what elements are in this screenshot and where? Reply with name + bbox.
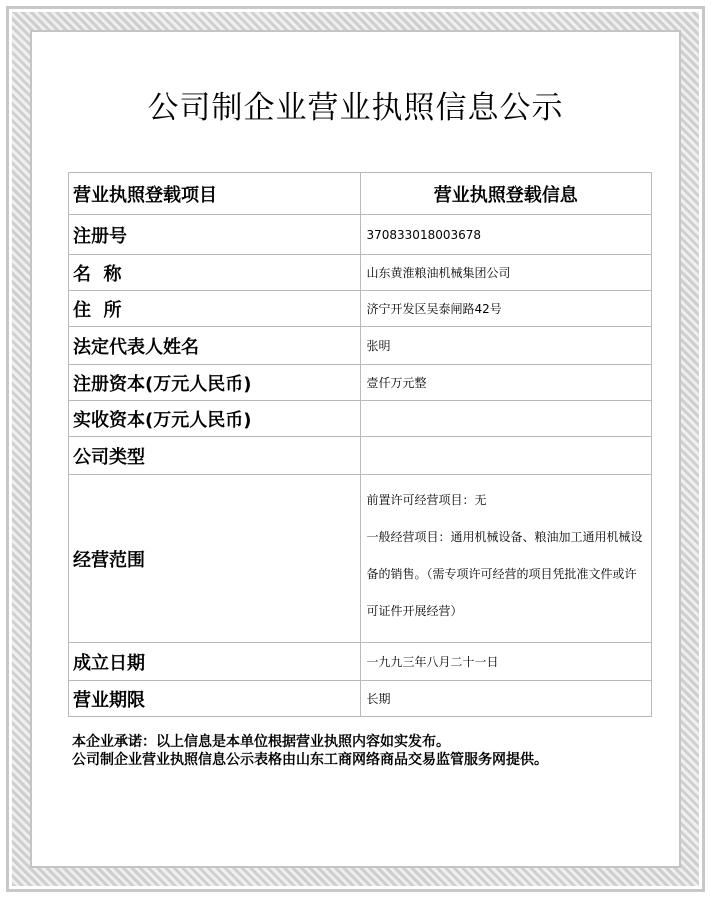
scope-line: 一般经营项目：通用机械设备、粮油加工通用机械设 — [366, 529, 643, 544]
legal-rep-value: 张明 — [360, 327, 652, 365]
founded-label: 成立日期 — [69, 643, 361, 681]
table-row — [69, 643, 652, 681]
term-value: 长期 — [360, 681, 652, 717]
company-type-label: 公司类型 — [69, 437, 361, 475]
provider-note: 公司制企业营业执照信息公示表格由山东工商网络商品交易监管服务网提供。 — [72, 752, 548, 768]
reg-capital-label: 注册资本(万元人民币) — [69, 365, 361, 401]
reg-no-label: 注册号 — [69, 215, 361, 255]
scope-label: 经营范围 — [69, 475, 361, 643]
name-label: 名 称 — [69, 255, 361, 291]
term-label: 营业期限 — [69, 681, 361, 717]
address-label: 住 所 — [69, 291, 361, 327]
commitment-note: 本企业承诺：以上信息是本单位根据营业执照内容如实发布。 — [72, 734, 450, 750]
header-items: 营业执照登载项目 — [69, 173, 361, 215]
legal-rep-label: 法定代表人姓名 — [69, 327, 361, 365]
table-row — [69, 327, 652, 365]
footer-notes — [72, 733, 548, 769]
scope-line: 备的销售。（需专项许可经营的项目凭批准文件或许 — [366, 566, 637, 581]
page-title: 公司制企业营业执照信息公示 — [147, 90, 564, 126]
table-row — [69, 215, 652, 255]
name-value: 山东黄淮粮油机械集团公司 — [360, 255, 652, 291]
table-row — [69, 681, 652, 717]
table-row — [69, 475, 652, 643]
paid-capital-label: 实收资本(万元人民币) — [69, 401, 361, 437]
founded-value: 一九九三年八月二十一日 — [360, 643, 652, 681]
scope-line: 前置许可经营项目：无 — [366, 492, 487, 507]
company-type-value — [360, 437, 652, 475]
table-row — [69, 401, 652, 437]
scope-value — [360, 475, 652, 643]
table-header-row — [69, 173, 652, 215]
table-row — [69, 365, 652, 401]
paid-capital-value — [360, 401, 652, 437]
license-info-table — [68, 172, 652, 717]
table-row — [69, 437, 652, 475]
address-value: 济宁开发区吴泰闸路42号 — [360, 291, 652, 327]
reg-no-value: 370833018003678 — [360, 215, 652, 255]
table-row — [69, 255, 652, 291]
header-info: 营业执照登载信息 — [360, 173, 652, 215]
scope-line: 可证件开展经营） — [366, 603, 463, 618]
reg-capital-value: 壹仟万元整 — [360, 365, 652, 401]
table-row — [69, 291, 652, 327]
